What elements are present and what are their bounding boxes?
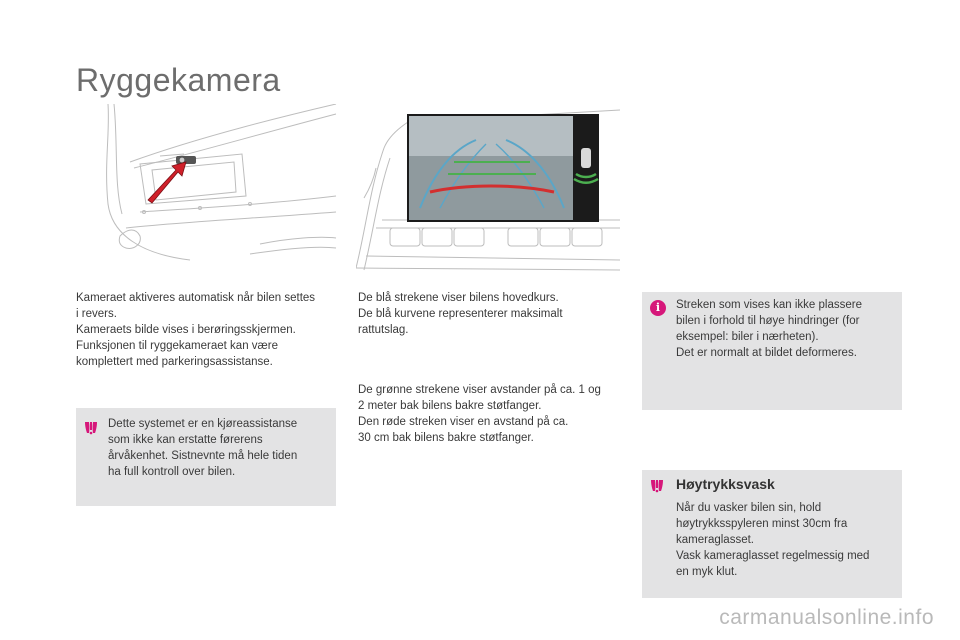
text-line: høytrykksspyleren minst 30cm fra	[676, 518, 848, 530]
text-line: bilen i forhold til høye hindringer (for	[676, 315, 860, 327]
green-red-lines-text	[358, 382, 633, 446]
text-line: komplettert med parkeringsassistanse.	[76, 356, 273, 368]
text-line: De grønne strekene viser avstander på ca. 1 og	[358, 384, 601, 396]
warning-icon	[84, 420, 98, 436]
text-line: årvåkenhet. Sistnevnte må hele tiden	[108, 450, 298, 462]
text-line: Den røde streken viser en avstand på ca.	[358, 416, 569, 428]
text-line: rattutslag.	[358, 324, 409, 336]
text-line: Det er normalt at bildet deformeres.	[676, 347, 857, 359]
watermark: carmanualsonline.info	[719, 606, 934, 629]
text-line: De blå kurvene representerer maksimalt	[358, 308, 563, 320]
text-line: Vask kameraglasset regelmessig med	[676, 550, 870, 562]
box-heading: Høytrykksvask	[676, 476, 775, 492]
text-line: eksempel: biler i nærheten).	[676, 331, 819, 343]
blue-lines-text	[358, 290, 628, 338]
text-line: Streken som vises kan ikke plassere	[676, 299, 862, 311]
warning-icon	[650, 478, 664, 494]
text-line: Kameraets bilde vises i berøringsskjermen.	[76, 324, 296, 336]
text-line: Kameraet aktiveres automatisk når bilen settes	[76, 292, 316, 304]
warning-box	[76, 408, 336, 506]
text-line: en myk klut.	[676, 566, 738, 578]
camera-intro-text	[76, 290, 346, 370]
page-title: Ryggekamera	[76, 62, 281, 98]
touchscreen-camera-view-illustration	[356, 108, 620, 274]
text-line: ha full kontroll over bilen.	[108, 466, 236, 478]
text-line: Når du vasker bilen sin, hold	[676, 502, 822, 514]
info-icon: i	[650, 300, 666, 316]
rear-camera-illustration	[100, 104, 338, 264]
text-line: Funksjonen til ryggekameraet kan være	[76, 340, 278, 352]
text-line: i revers.	[76, 308, 117, 320]
text-line: Dette systemet er en kjøreassistanse	[108, 418, 298, 430]
text-line: 30 cm bak bilens bakre støtfanger.	[358, 432, 534, 444]
text-line: 2 meter bak bilens bakre støtfanger.	[358, 400, 542, 412]
pressure-wash-box	[642, 470, 902, 598]
info-box	[642, 292, 902, 410]
text-line: De blå strekene viser bilens hovedkurs.	[358, 292, 559, 304]
text-line: kameraglasset.	[676, 534, 754, 546]
text-line: som ikke kan erstatte førerens	[108, 434, 263, 446]
